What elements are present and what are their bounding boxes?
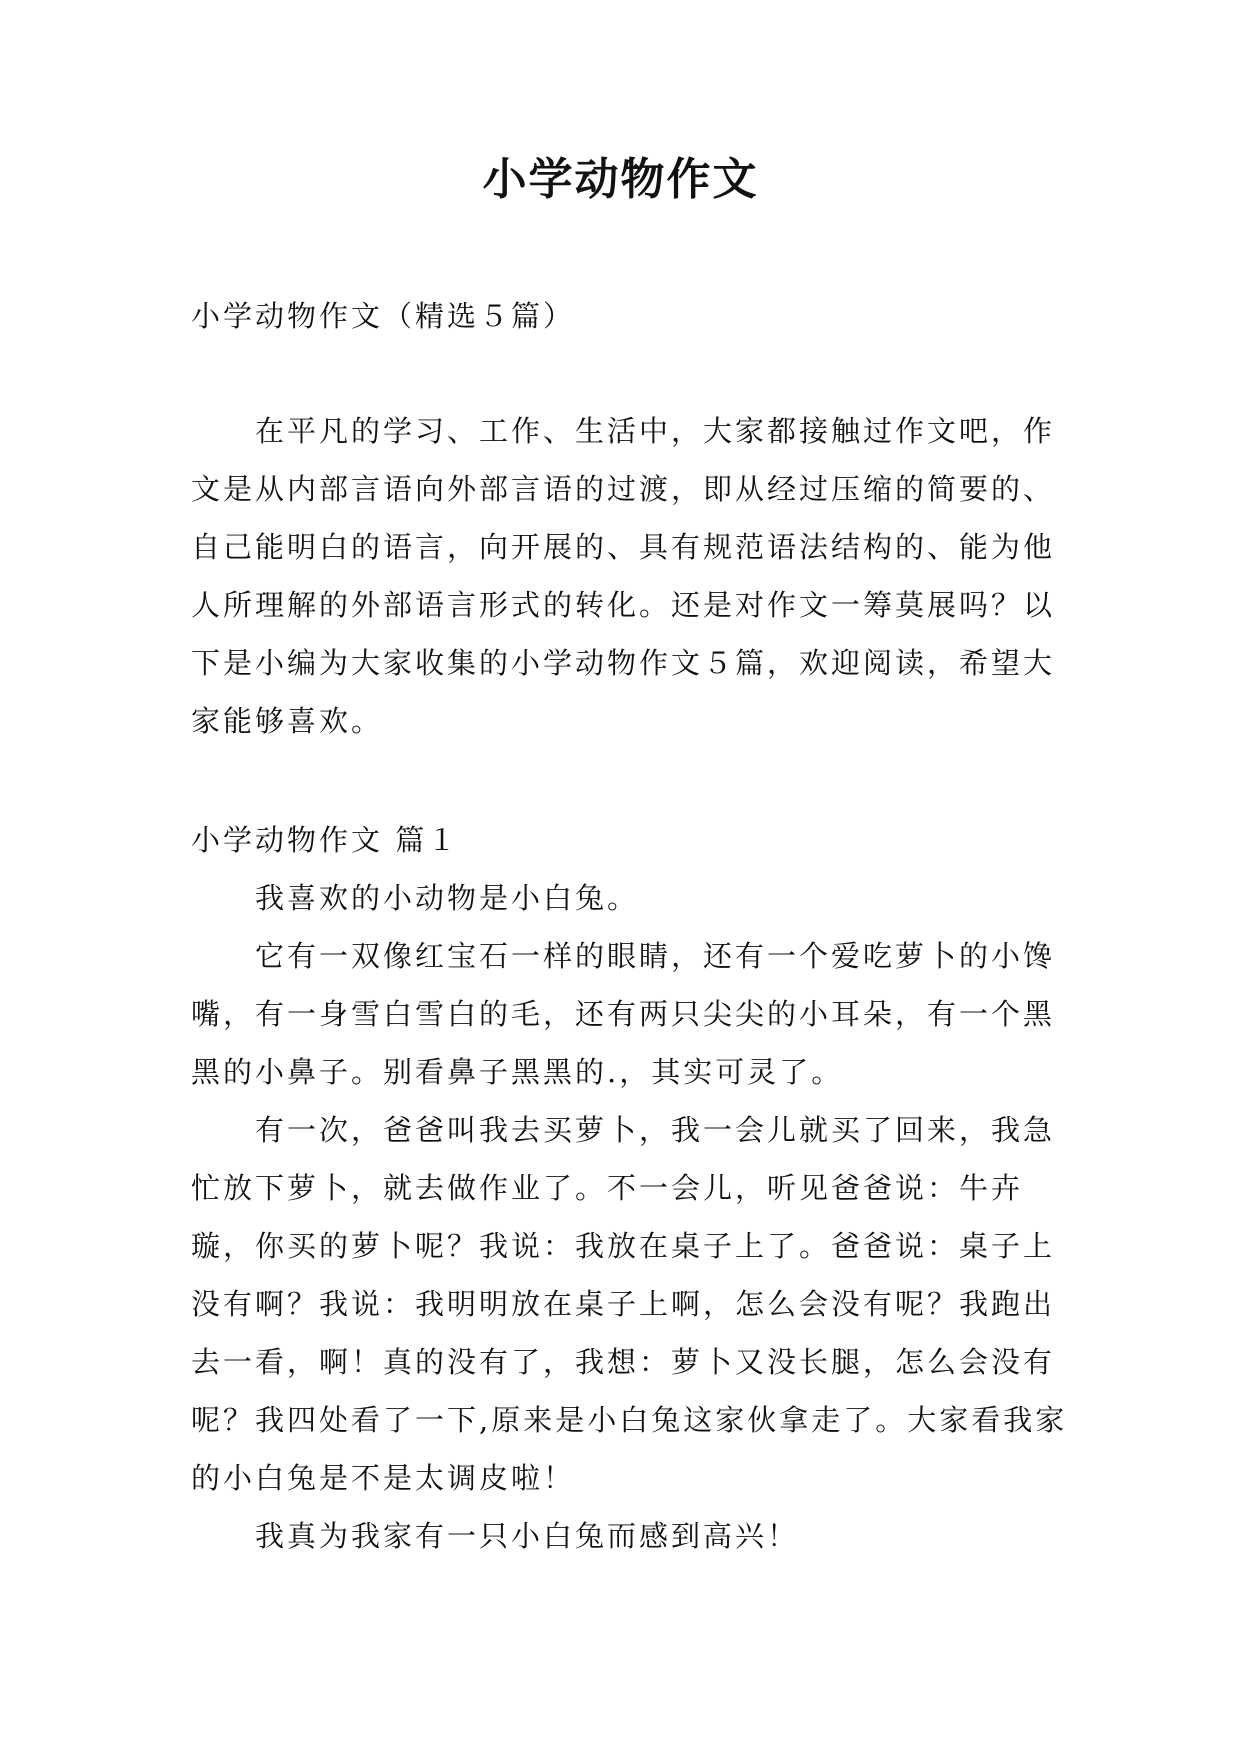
body-paragraph: 有一次，爸爸叫我去买萝卜，我一会儿就买了回来，我急忙放下萝卜，就去做作业了。不一会儿，听见爸爸说：牛卉璇，你买的萝卜呢？我说：我放在桌子上了。爸爸说：桌子上没有啊？我说：我明明放在桌子上啊，怎么会没有呢？我跑出去一看，啊！真的没有了，我想：萝卜又没长腿，怎么会没有呢？我四处看了一下,原来是小白兔这家伙拿走了。大家看我家的小白兔是不是太调皮啦！: [191, 1113, 1068, 1495]
document-title: 小学动物作文: [482, 154, 759, 205]
document-subtitle: 小学动物作文（精选５篇）: [191, 299, 576, 333]
intro-paragraph: 在平凡的学习、工作、生活中，大家都接触过作文吧，作文是从内部言语向外部言语的过渡，即从经过压缩的简要的、自己能明白的语言，向开展的、具有规范语法结构的、能为他人所理解的外部语言形式的转化。还是对作文一筹莫展吗？以下是小编为大家收集的小学动物作文５篇，欢迎阅读，希望大家能够喜欢。: [191, 414, 1056, 738]
body-paragraph: 它有一双像红宝石一样的眼睛，还有一个爱吃萝卜的小馋嘴，有一身雪白雪白的毛，还有两只尖尖的小耳朵，有一个黑黑的小鼻子。别看鼻子黑黑的.，其实可灵了。: [191, 939, 1056, 1089]
body-paragraph: 我喜欢的小动物是小白兔。: [255, 881, 640, 915]
body-paragraph: 我真为我家有一只小白兔而感到高兴！: [255, 1519, 800, 1553]
section-heading: 小学动物作文 篇１: [191, 823, 460, 857]
